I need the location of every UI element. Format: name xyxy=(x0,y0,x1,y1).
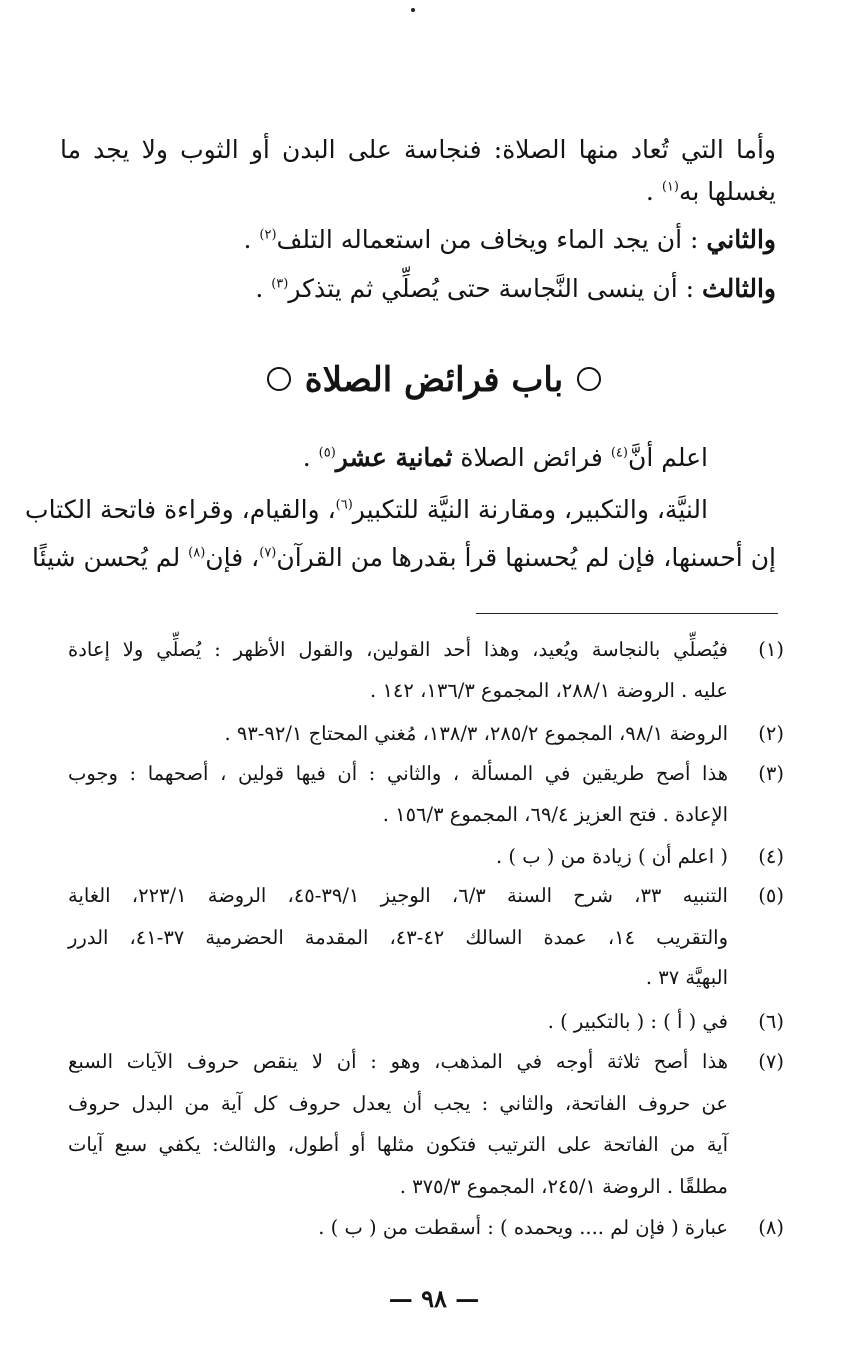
footnote-7-line-2: عن حروف الفاتحة، والثاني : يجب أن يعدل حروف كل آية من البدل حروف xyxy=(68,1092,728,1115)
footnote-ref-2[interactable]: (٢) xyxy=(259,227,277,243)
footnote-5-number: (٥) xyxy=(758,884,784,907)
footnote-ref-8[interactable]: (٨) xyxy=(188,545,206,561)
footnote-3-line-2: الإعادة . فتح العزيز ٦٩/٤، المجموع ١٥٦/٣ . xyxy=(382,803,728,826)
body-line-2 xyxy=(646,178,776,206)
section-para-1 xyxy=(303,444,708,472)
footnote-2-number: (٢) xyxy=(758,722,784,745)
body-line-2-text: يغسلها به xyxy=(678,177,776,206)
second-label: والثاني xyxy=(706,225,776,254)
para-3-a: إن أحسنها، فإن لم يُحسنها قرأ بقدرها من القرآن xyxy=(276,543,776,572)
footnote-1-line-1: فيُصلِّي بالنجاسة ويُعيد، وهذا أحد القولين، والقول الأظهر : يُصلِّي ولا إعادة xyxy=(68,638,728,661)
chapter-title: باب فرائض الصلاة xyxy=(304,360,564,400)
circle-ornament-left xyxy=(267,367,291,391)
second-text: : أن يجد الماء ويخاف من استعماله التلف xyxy=(276,225,707,254)
circle-ornament-right xyxy=(577,367,601,391)
second-end: . xyxy=(243,225,260,254)
top-mark xyxy=(411,8,415,12)
footnote-5-line-2: والتقريب ١٤، عمدة السالك ٤٢-٤٣، المقدمة الحضرمية ٣٧-٤١، الدرر xyxy=(68,926,729,949)
para-1-a: اعلم أنَّ xyxy=(627,443,708,472)
footnote-5-line-3: البهيَّة ٣٧ . xyxy=(645,966,728,989)
para-1-end: . xyxy=(302,443,319,472)
footnote-4-number: (٤) xyxy=(758,845,784,868)
third-label: والثالث xyxy=(702,274,776,303)
footnote-ref-7[interactable]: (٧) xyxy=(259,545,277,561)
body-line-1 xyxy=(60,136,776,164)
footnote-3-line-1: هذا أصح طريقين في المسألة ، والثاني : أن فيها قولين ، أصحهما : وجوب xyxy=(68,762,728,785)
footnote-2-line-1: الروضة ٩٨/١، المجموع ٢٨٥/٢، ١٣٨/٣، مُغني المحتاج ٩٢/١-٩٣ . xyxy=(224,722,728,745)
section-para-2 xyxy=(25,495,708,524)
footnote-6-line-1: في ( أ ) : ( بالتكبير ) . xyxy=(547,1010,728,1033)
para-2-a: النيَّة، والتكبير، ومقارنة النيَّة للتكبير xyxy=(352,495,708,524)
footnote-ref-1[interactable]: (١) xyxy=(661,179,679,195)
para-3-b: ، فإن xyxy=(205,543,260,572)
footnote-ref-5[interactable]: (٥) xyxy=(318,445,336,461)
footnote-4-line-1: ( اعلم أن ) زيادة من ( ب ) . xyxy=(496,845,728,868)
para-1-bold: ثمانية عشر xyxy=(335,443,453,472)
para-1-b: فرائض الصلاة xyxy=(452,443,611,472)
footnote-ref-6[interactable]: (٦) xyxy=(335,497,353,513)
second-case-line xyxy=(243,226,776,254)
footnote-3-number: (٣) xyxy=(758,762,784,785)
para-2-b: ، والقيام، وقراءة فاتحة الكتاب xyxy=(25,495,336,524)
footnote-ref-3[interactable]: (٣) xyxy=(271,276,289,292)
section-para-3 xyxy=(31,543,776,572)
page-number: — ٩٨ — xyxy=(388,1284,480,1313)
footnote-separator xyxy=(476,613,778,614)
footnote-8-number: (٨) xyxy=(758,1216,784,1239)
footnote-1-line-2: عليه . الروضة ٢٨٨/١، المجموع ١٣٦/٣، ١٤٢ . xyxy=(370,679,728,702)
footnote-6-number: (٦) xyxy=(758,1010,784,1033)
footnote-5-line-1: التنبيه ٣٣، شرح السنة ٦/٣، الوجيز ٣٩/١-٤٥، الروضة ٢٢٣/١، الغاية xyxy=(68,884,728,907)
para-3-c: لم يُحسن شيئًا xyxy=(31,543,189,572)
footnote-7-line-3: آية من الفاتحة على الترتيب فتكون مثلها أو أطول، والثالث: يكفي سبع آيات xyxy=(68,1133,728,1156)
footnote-7-line-1: هذا أصح ثلاثة أوجه في المذهب، وهو : أن لا ينقص حروف الآيات السبع xyxy=(68,1050,728,1073)
body-line-1-text: وأما التي تُعاد منها الصلاة: فنجاسة على البدن أو الثوب ولا يجد ما xyxy=(60,135,776,164)
chapter-heading xyxy=(0,355,868,405)
footnote-7-line-4: مطلقًا . الروضة ٢٤٥/١، المجموع ٣٧٥/٣ . xyxy=(399,1175,728,1198)
footnote-1-number: (١) xyxy=(758,638,784,661)
third-case-line xyxy=(255,275,776,303)
third-text: : أن ينسى النَّجاسة حتى يُصلِّي ثم يتذكر xyxy=(288,274,703,303)
footnote-7-number: (٧) xyxy=(758,1050,784,1073)
third-end: . xyxy=(255,274,272,303)
footnote-8-line-1: عبارة ( فإن لم .... ويحمده ) : أسقطت من ( ب ) . xyxy=(318,1216,728,1239)
body-line-2-end: . xyxy=(645,177,662,206)
footnote-ref-4[interactable]: (٤) xyxy=(610,445,628,461)
